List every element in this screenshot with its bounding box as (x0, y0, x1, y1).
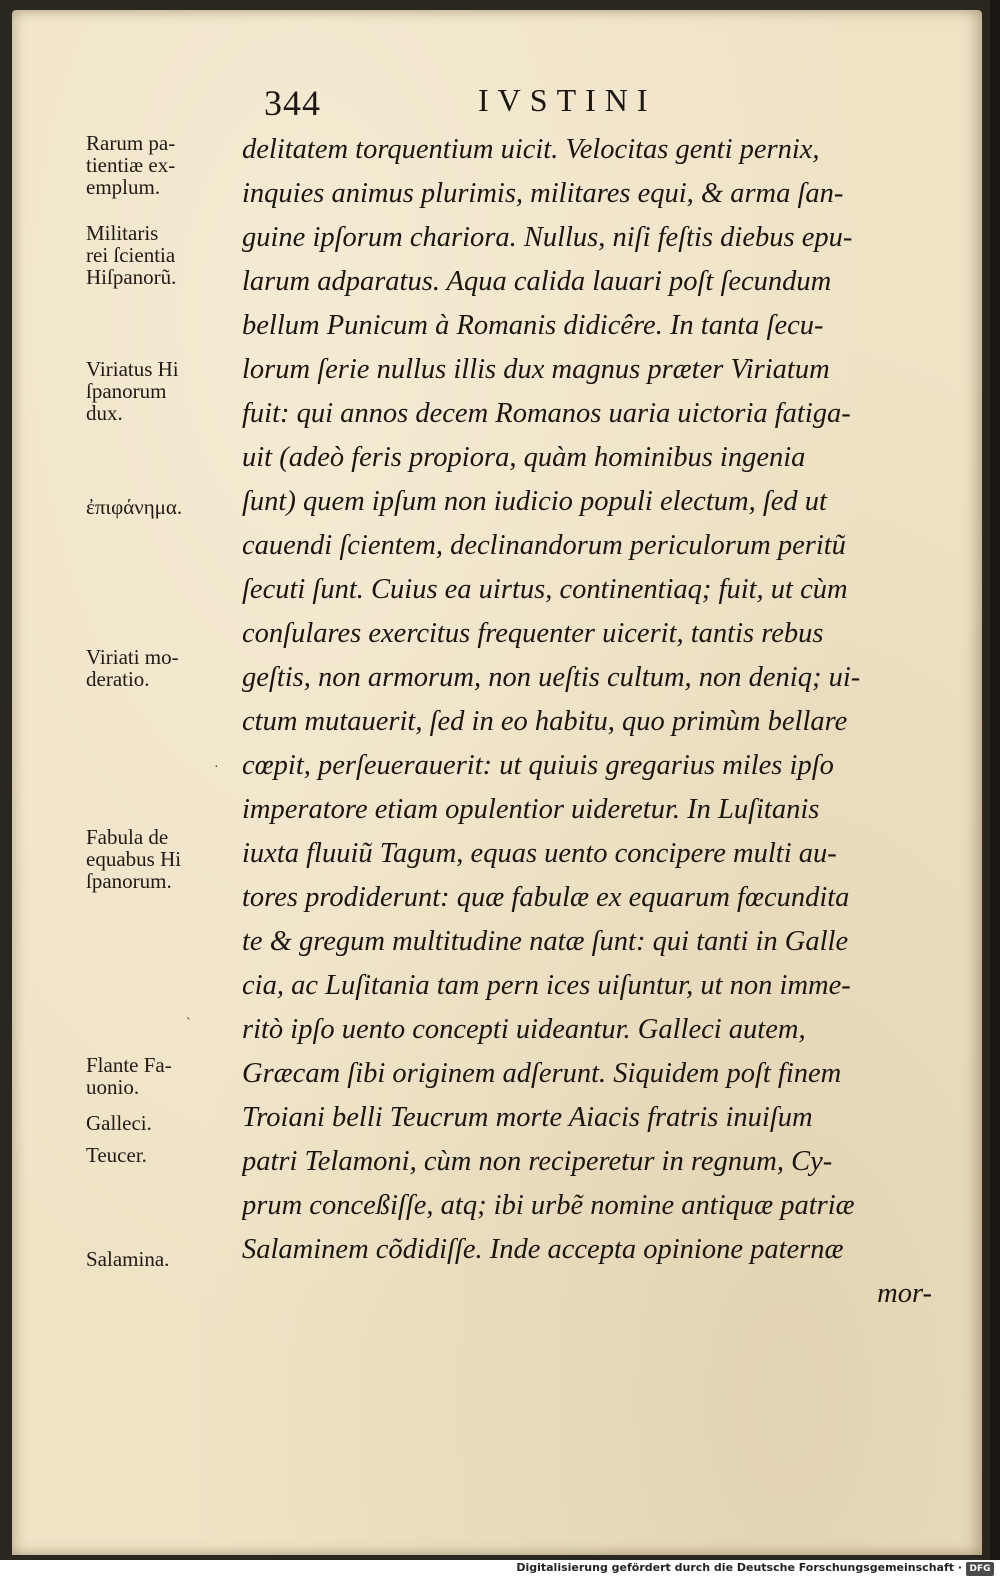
text-line: Græcam ſibi originem adſerunt. Siquidem poſt finem (242, 1058, 842, 1089)
text-line: ſecuti ſunt. Cuius ea uirtus, continentiaq; fuit, ut cùm (242, 574, 848, 605)
margin-note-line: ſpanorum (86, 379, 167, 403)
margin-note (86, 1144, 246, 1166)
margin-note (86, 646, 246, 690)
margin-note-line: Flante Fa- (86, 1053, 172, 1077)
text-line: geſtis, non armorum, non ueſtis cultum, non deniq; ui- (242, 662, 861, 693)
margin-note (86, 826, 246, 892)
text-line: inquies animus plurimis, militares equi, & arma ſan- (242, 178, 844, 209)
margin-note-line: Viriati mo- (86, 645, 179, 669)
text-line: uit (adeò feris propiora, quàm hominibus ingenia (242, 442, 806, 473)
text-line: delitatem torquentium uicit. Velocitas genti pernix, (242, 134, 820, 165)
margin-note-line: equabus Hi (86, 847, 182, 871)
margin-note-line: deratio. (86, 667, 150, 691)
running-head: IVSTINI (478, 82, 657, 118)
text-line: fuit: qui annos decem Romanos uaria uictoria fatiga- (242, 398, 851, 429)
margin-note-line: uonio. (86, 1075, 140, 1099)
margin-note (86, 496, 246, 518)
text-line: conſulares exercitus frequenter uicerit, tantis rebus (242, 618, 824, 649)
margin-note-line: tientiæ ex- (86, 153, 176, 177)
margin-note-line: emplum. (86, 175, 161, 199)
margin-note-line: Viriatus Hi (86, 357, 179, 381)
ink-speck: ` (186, 1016, 191, 1031)
margin-note-line: rei ſcientia (86, 243, 176, 267)
text-line: cauendi ſcientem, declinandorum periculorum peritũ (242, 530, 846, 561)
margin-note (86, 222, 246, 288)
text-line: prum conceßiſſe, atq; ibi urbẽ nomine antiquæ patriæ (242, 1190, 855, 1221)
text-line: larum adparatus. Aqua calida lauari poſt ſecundum (242, 266, 832, 297)
text-line: patri Telamoni, cùm non reciperetur in regnum, Cy- (242, 1146, 833, 1177)
margin-note (86, 132, 246, 198)
margin-note-line: Hiſpanorũ. (86, 265, 177, 289)
digitization-footer (0, 1560, 1000, 1580)
text-line: ſunt) quem ipſum non iudicio populi electum, ſed ut (242, 486, 827, 517)
text-line: ctum mutauerit, ſed in eo habitu, quo primùm bellare (242, 706, 848, 737)
margin-note-line: Teucer. (86, 1143, 147, 1167)
text-line: imperatore etiam opulentior uideretur. In Luſitanis (242, 794, 820, 825)
margin-note-line: Militaris (86, 221, 159, 245)
text-line: cia, ac Luſitania tam pern ices uiſuntur, ut non imme- (242, 970, 851, 1001)
catchword: mor- (877, 1278, 932, 1309)
text-line: Troiani belli Teucrum morte Aiacis fratris inuiſum (242, 1102, 813, 1133)
text-line: guine ipſorum chariora. Nullus, niſi feſtis diebus epu- (242, 222, 853, 253)
margin-note-line: dux. (86, 401, 123, 425)
text-line: bellum Punicum à Romanis didicêre. In tanta ſecu- (242, 310, 824, 341)
text-line: cœpit, perſeuerauerit: ut quiuis gregarius miles ipſo (242, 750, 834, 781)
margin-note-line: Rarum pa- (86, 131, 176, 155)
margin-note-line: ſpanorum. (86, 869, 172, 893)
footer-credit: Digitalisierung gefördert durch die Deutsche Forschungsgemeinschaft · (516, 1561, 962, 1574)
text-line: lorum ſerie nullus illis dux magnus præter Viriatum (242, 354, 830, 385)
dfg-logo-icon: DFG (966, 1562, 994, 1576)
margin-note (86, 1112, 246, 1134)
text-line: iuxta fluuiũ Tagum, equas uento concipere multi au- (242, 838, 837, 869)
page-edge (990, 0, 1000, 1560)
margin-note (86, 1054, 246, 1098)
margin-note-line: Fabula de (86, 825, 169, 849)
page-header (0, 82, 1000, 126)
text-line: Salaminem cõdidiſſe. Inde accepta opinione paternæ (242, 1234, 844, 1265)
ink-speck: · (214, 760, 219, 775)
margin-note-line: ἐπιφάνημα. (86, 495, 183, 519)
margin-note (86, 1248, 246, 1270)
margin-note-line: Galleci. (86, 1111, 152, 1135)
page-number: 344 (264, 83, 321, 123)
margin-note-line: Salamina. (86, 1247, 170, 1271)
text-line: tores prodiderunt: quæ fabulæ ex equarum fœcundita (242, 882, 850, 913)
text-line: te & gregum multitudine natæ ſunt: qui tanti in Galle (242, 926, 849, 957)
text-line: ritò ipſo uento concepti uideantur. Galleci autem, (242, 1014, 806, 1045)
margin-note (86, 358, 246, 424)
